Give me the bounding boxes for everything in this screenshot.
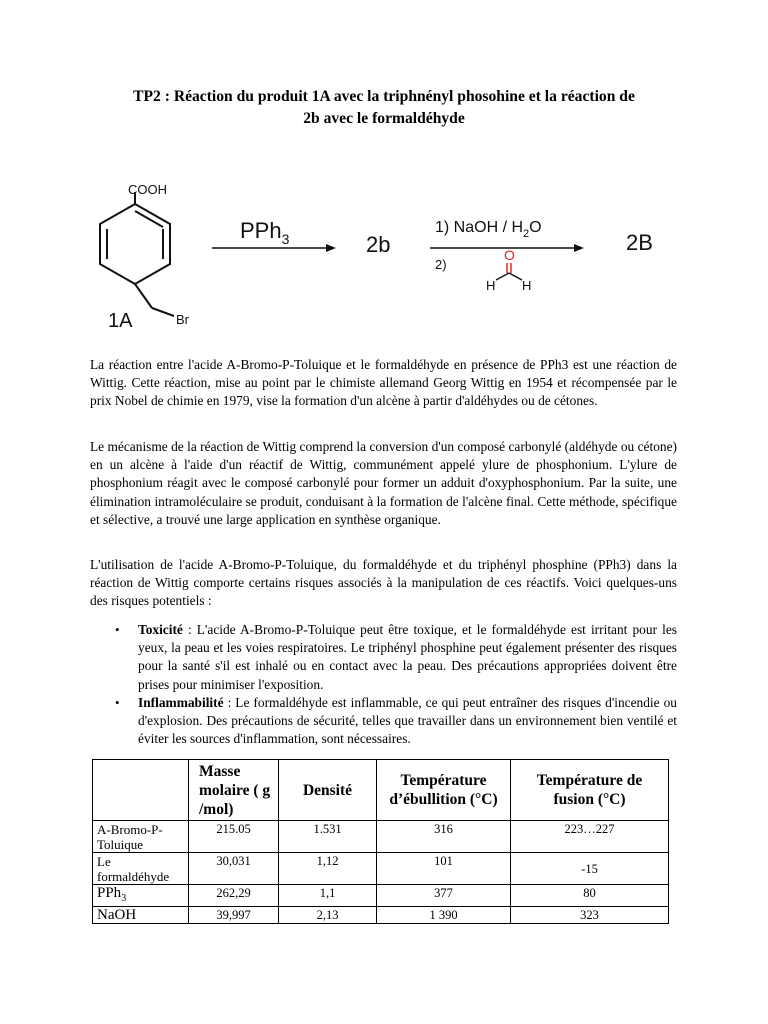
cell-ebullition: 316 [377, 821, 511, 853]
cell-fusion: 80 [511, 885, 669, 907]
step-1-label: 1) NaOH / $H_2O$ [435, 219, 542, 240]
bullet-icon: • [115, 694, 120, 710]
cell-masse: 30,031 [189, 853, 279, 885]
cell-compound: NaOH [93, 907, 189, 924]
cell-ebullition: 101 [377, 853, 511, 885]
cell-compound: A-Bromo-P-Toluique [93, 821, 189, 853]
reaction-scheme [90, 176, 678, 336]
title-line-1: TP2 : Réaction du produit 1A avec la triphnényl phosohine et la réaction de [133, 88, 635, 105]
cell-densite: 2,13 [279, 907, 377, 924]
cell-fusion: 323 [511, 907, 669, 924]
compound-1a-label: 1A [108, 310, 133, 332]
risk-item-toxicity [90, 621, 677, 694]
product-2b: 2B [626, 230, 653, 255]
cell-fusion: -15 [511, 853, 669, 885]
cooh-label: COOH [128, 182, 167, 197]
table-row [93, 821, 669, 853]
header-masse-molaire: Masse molaire ( g /mol) [189, 760, 279, 821]
risk-text: : L'acide A-Bromo-P-Toluique peut être toxique, et le formaldéhyde est irritant pour les yeux, la peau et les voies respiratoires. Le triphényl phosphine peut également présenter des risques pour la santé s'il est inhalé ou en contact avec la peau. Des précautions appropriées doivent être prises pour minimiser l'exposition. [138, 622, 677, 692]
cell-masse: 39,997 [189, 907, 279, 924]
table-header-row [93, 760, 669, 821]
table-row [93, 885, 669, 907]
step-2-label: 2) [435, 257, 447, 272]
risk-title: Inflammabilité [138, 694, 224, 710]
header-ebullition: Température d’ébullition (°C) [377, 760, 511, 821]
br-label: Br [176, 312, 189, 327]
cell-fusion: 223…227 [511, 821, 669, 853]
risk-title: Toxicité [138, 622, 183, 637]
header-densite: Densité [279, 760, 377, 821]
paragraph-wittig-intro: La réaction entre l'acide A-Bromo-P-Toluique et le formaldéhyde en présence de PPh3 est une réaction de Wittig. Cette réaction, mise au point par le chimiste allemand Georg Wittig en 1954 et récompensée par le prix Nobel de chimie en 1979, vise la formation d'un alcène à partir d'aldéhydes ou de cétones. [90, 357, 677, 409]
risk-list [90, 621, 677, 748]
bullet-icon: • [115, 622, 120, 637]
reaction-scheme-drawing [90, 176, 678, 336]
cell-densite: 1.531 [279, 821, 377, 853]
title-line-2: 2b avec le formaldéhyde [303, 110, 465, 127]
page-title [60, 86, 708, 130]
reagent-pph3: PPh$_3$ [240, 218, 290, 247]
formaldehyde-oxygen: O [504, 247, 515, 263]
risk-item-flammability [90, 694, 677, 749]
cell-densite: 1,12 [279, 853, 377, 885]
risk-text: : Le formaldéhyde est inflammable, ce qui peut entraîner des risques d'incendie ou d'explosion. Des précautions de sécurité, telles que travailler dans un environnement bien ventilé et éviter les sources d'inflammation, sont nécessaires. [138, 694, 677, 747]
table-row [93, 853, 669, 885]
header-fusion: Température de fusion (°C) [511, 760, 669, 821]
cell-densite: 1,1 [279, 885, 377, 907]
properties-table [92, 759, 669, 924]
cell-ebullition: 377 [377, 885, 511, 907]
formaldehyde-h-right: H [522, 278, 532, 293]
cell-compound: PPh$_3$ [93, 885, 189, 907]
intermediate-2b: 2b [366, 232, 391, 257]
cell-compound: Le formaldéhyde [93, 853, 189, 885]
table-row [93, 907, 669, 924]
paragraph-risks-intro: L'utilisation de l'acide A-Bromo-P-Toluique, du formaldéhyde et du triphényl phosphine (PPh3) dans la réaction de Wittig comporte certains risques associés à la manipulation de ces réactifs. Voici quelques-uns des risques potentiels : [90, 557, 677, 609]
paragraph-mechanism: Le mécanisme de la réaction de Wittig comprend la conversion d'un composé carbonylé (aldéhyde ou cétone) en un alcène à l'aide d'un réactif de Wittig, communément appelé ylure de phosphonium. L'ylure de phosphonium réagit avec le composé carbonylé pour former un adduit d'oxyphosphonium. Par la suite, une élimination intramoléculaire se produit, conduisant à la formation de l'alcène final. Cette méthode, spécifique et sélective, a trouvé une large application en synthèse organique. [90, 439, 677, 527]
cell-masse: 262,29 [189, 885, 279, 907]
formaldehyde-h-left: H [486, 278, 496, 293]
header-compound [93, 760, 189, 821]
cell-masse: 215.05 [189, 821, 279, 853]
cell-ebullition: 1 390 [377, 907, 511, 924]
